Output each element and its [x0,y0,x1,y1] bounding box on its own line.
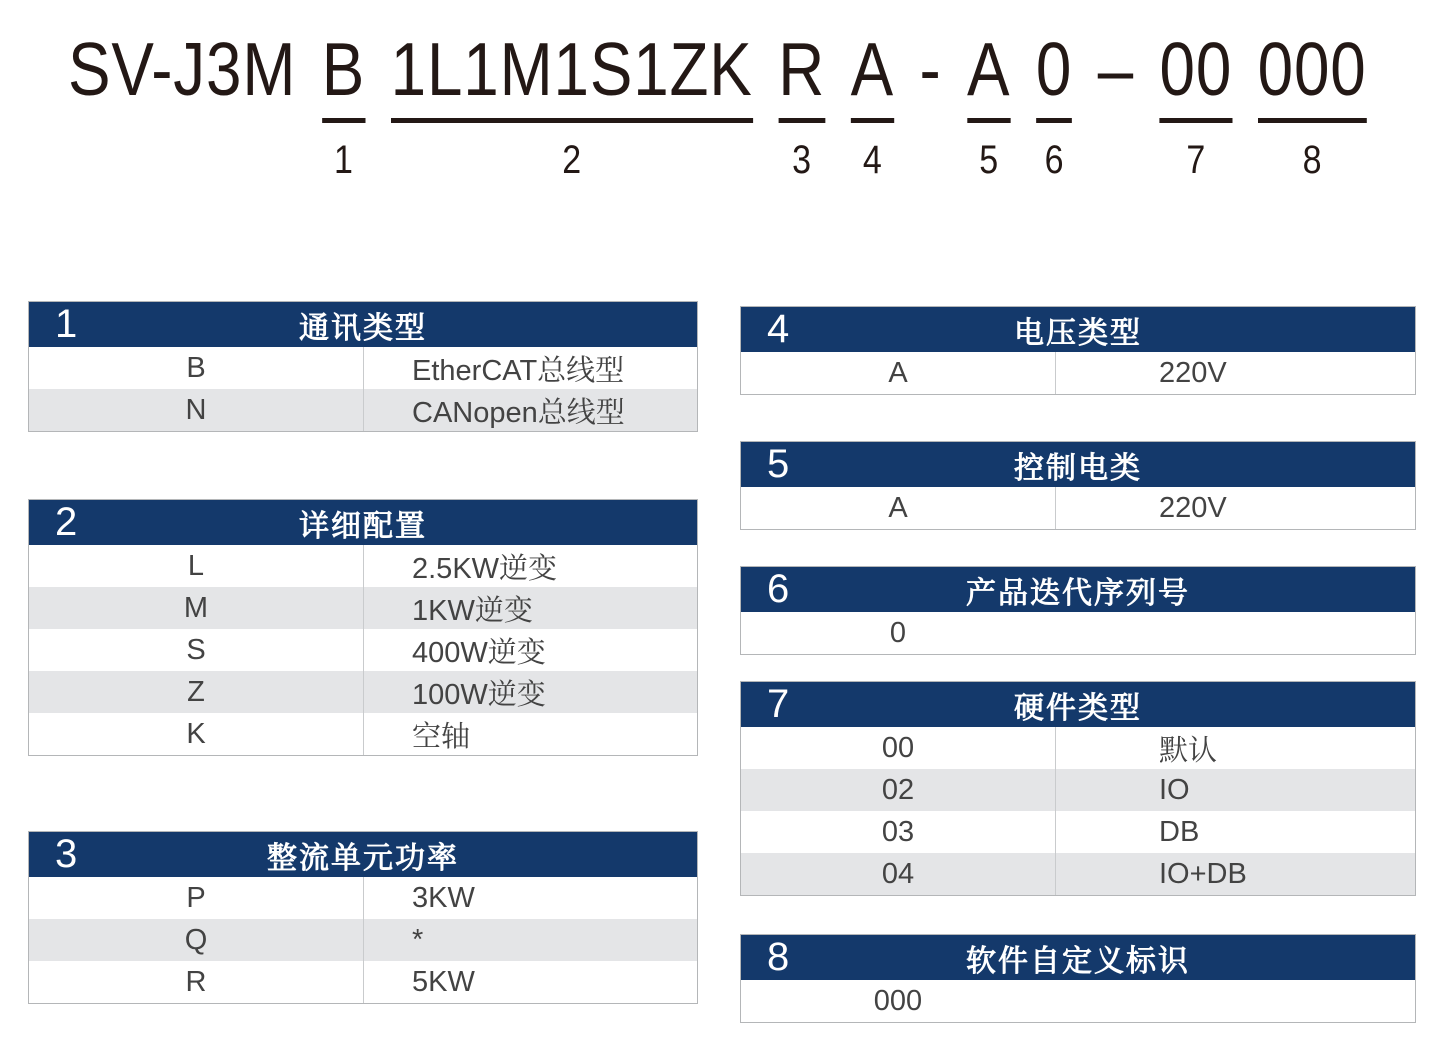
model-segment-4 [851,28,894,180]
segment-number: 7 [1186,137,1206,182]
table-row [741,769,1415,811]
row-value: 1KW逆变 [363,587,697,629]
segment-number: 1 [334,137,353,182]
table-number: 8 [767,934,790,979]
table-hardware-type [740,681,1416,896]
table-product-iteration-serial [740,566,1416,655]
table-rectifier-unit-power [28,831,698,1004]
row-code: 0 [889,616,907,649]
row-value: EtherCAT总线型 [363,347,697,389]
table-row [741,612,1415,654]
row-code: A [888,491,908,524]
row-value: 默认 [1055,727,1415,769]
row-code: 02 [881,773,915,806]
table-number: 1 [55,301,78,346]
row-code: Q [184,923,208,956]
table-title: 产品迭代序列号 [966,576,1190,610]
row-code: P [186,881,206,914]
table-header [741,935,1415,980]
row-value: 400W逆变 [363,629,697,671]
row-code: 04 [881,857,915,890]
table-software-custom-identifier [740,934,1416,1023]
table-title: 通讯类型 [299,311,427,345]
table-row [29,545,697,587]
segment-number: 3 [792,137,812,182]
row-code: A [888,356,908,389]
table-number: 5 [767,441,790,486]
row-code: N [185,393,207,426]
row-value: DB [1055,811,1415,853]
row-code: Z [187,675,205,708]
row-code: S [186,633,206,666]
segment-text: A [967,27,1011,111]
table-number: 4 [767,306,790,351]
row-code: 00 [881,731,915,764]
table-row [29,919,697,961]
row-code: R [185,965,207,998]
segment-text: 00 [1159,27,1233,111]
row-value: IO [1055,769,1415,811]
table-row [29,877,697,919]
table-header [29,302,697,347]
row-code: L [187,549,205,582]
segment-underline [322,118,365,123]
table-title: 软件自定义标识 [966,944,1190,978]
row-value: * [363,919,697,961]
table-title: 详细配置 [299,509,427,543]
model-segment-1 [322,28,365,180]
table-header [741,442,1415,487]
table-row [29,713,697,755]
model-segment-8 [1258,28,1367,180]
table-number: 2 [55,499,78,544]
table-header [741,307,1415,352]
table-row [29,629,697,671]
row-code: B [186,351,206,384]
model-segment-6 [1036,28,1072,180]
segment-underline [967,118,1010,123]
table-row [741,980,1415,1022]
table-title: 硬件类型 [1014,691,1142,725]
segment-underline [778,118,825,123]
table-row [29,587,697,629]
table-control-power-type [740,441,1416,530]
table-title: 整流单元功率 [267,841,459,875]
table-communication-type [28,301,698,432]
table-row [741,811,1415,853]
segment-number: 2 [562,137,582,182]
segment-number: 8 [1302,137,1322,182]
row-code: 000 [873,984,923,1017]
model-segment-5 [967,28,1010,180]
segment-underline [1160,118,1233,123]
table-header [29,500,697,545]
table-row [29,389,697,431]
row-value: 3KW [363,877,697,919]
table-title: 控制电类 [1014,451,1142,485]
row-value: IO+DB [1055,853,1415,895]
table-row [741,352,1415,394]
table-row [741,853,1415,895]
table-number: 6 [767,566,790,611]
table-row [741,487,1415,529]
model-segment-hyphen [919,28,941,111]
row-code: M [183,591,209,624]
segment-text: 1L1M1S1ZK [390,27,753,111]
table-voltage-type [740,306,1416,395]
table-row [29,347,697,389]
table-header [741,682,1415,727]
row-value: 220V [1055,352,1415,394]
segment-text: - [919,27,942,111]
segment-text: 0 [1035,27,1073,111]
segment-text: 000 [1257,27,1367,111]
model-segment-2 [391,28,753,180]
row-code: K [186,717,206,750]
row-value: 100W逆变 [363,671,697,713]
row-value: CANopen总线型 [363,389,697,431]
segment-number: 4 [862,137,882,182]
segment-text: R [778,27,826,111]
segment-text: B [321,27,366,111]
segment-text: A [850,27,894,111]
model-segment-3 [778,28,825,180]
table-row [741,727,1415,769]
segment-number: 6 [1044,137,1064,182]
table-number: 7 [767,681,790,726]
segment-text: SV-J3M [68,27,297,111]
row-value: 220V [1055,487,1415,529]
segment-underline [851,118,894,123]
row-code: 03 [881,815,915,848]
table-header [29,832,697,877]
table-header [741,567,1415,612]
model-code [68,28,1440,180]
table-detailed-configuration [28,499,698,756]
segment-number: 5 [979,137,999,182]
model-segment-7 [1160,28,1233,180]
segment-text: – [1097,27,1135,111]
table-row [29,961,697,1003]
table-title: 电压类型 [1014,316,1142,350]
row-value: 2.5KW逆变 [363,545,697,587]
row-value: 5KW [363,961,697,1003]
model-segment-prefix [68,28,296,111]
segment-underline [391,118,753,123]
segment-underline [1036,118,1072,123]
table-row [29,671,697,713]
table-number: 3 [55,831,78,876]
row-value: 空轴 [363,713,697,755]
segment-underline [1258,118,1367,123]
model-segment-dash [1098,28,1134,111]
